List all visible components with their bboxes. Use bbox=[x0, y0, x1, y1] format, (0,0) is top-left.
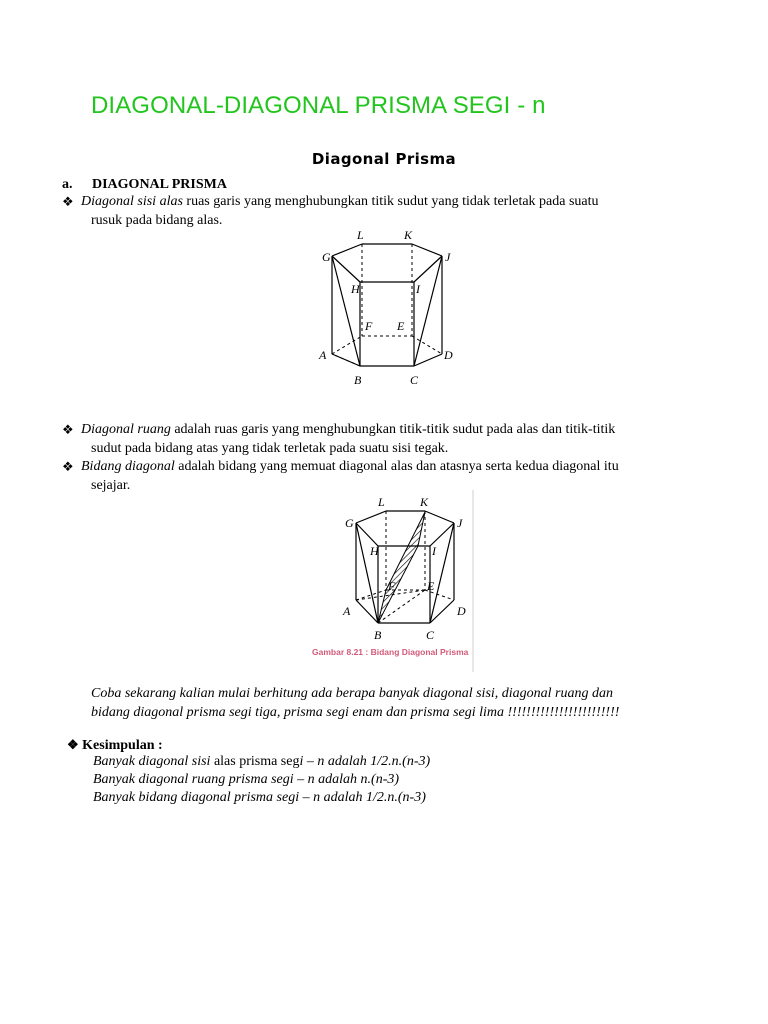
exercise-line2: bidang diagonal prisma segi tiga, prisma segi enam dan prisma segi lima !!!!!!!!!!!!!!!!!!!!!!!! bbox=[91, 705, 620, 720]
vertex-label-I: I bbox=[416, 282, 420, 296]
bullet-icon: ❖ bbox=[67, 737, 79, 752]
bullet-icon: ❖ bbox=[62, 422, 74, 437]
vertex-label-E: E bbox=[397, 319, 405, 333]
vertex-label-K: K bbox=[420, 495, 429, 509]
term-diagonal-ruang: Diagonal ruang bbox=[81, 422, 171, 437]
vertex-label-L: L bbox=[378, 495, 385, 509]
vertex-label-J: J bbox=[457, 516, 463, 530]
conclusion-line-1-part-a: Banyak diagonal sisi bbox=[93, 754, 214, 769]
page-title: DIAGONAL-DIAGONAL PRISMA SEGI - n bbox=[91, 92, 546, 119]
vertex-label-B: B bbox=[354, 373, 362, 387]
definition-text-line2: sudut pada bidang atas yang tidak terletak pada suatu sisi tegak. bbox=[91, 441, 449, 456]
section-a-number: a. bbox=[62, 177, 73, 192]
conclusion-line-1-part-d: i – n adalah 1/2.n.(n-3) bbox=[299, 754, 431, 769]
conclusion-line-1 bbox=[93, 754, 430, 770]
vertex-label-D: D bbox=[457, 604, 466, 618]
conclusion-heading-label: Kesimpulan : bbox=[82, 738, 163, 753]
term-diagonal-sisi-alas: Diagonal sisi alas bbox=[81, 194, 183, 209]
vertex-label-A: A bbox=[319, 348, 327, 362]
section-subtitle: Diagonal Prisma bbox=[311, 150, 457, 168]
definition-text-line1: adalah ruas garis yang menghubungkan titik-titik sudut pada alas dan titik-titik bbox=[170, 422, 616, 437]
section-a-heading bbox=[62, 177, 227, 193]
vertex-label-B: B bbox=[374, 628, 382, 642]
exercise-line1: Coba sekarang kalian mulai berhitung ada berapa banyak diagonal sisi, diagonal ruang dan bbox=[91, 686, 614, 701]
bullet-icon: ❖ bbox=[62, 194, 74, 209]
definition-diagonal-ruang bbox=[62, 420, 677, 458]
section-a-label: DIAGONAL PRISMA bbox=[92, 177, 227, 192]
exercise-prompt bbox=[91, 684, 691, 722]
definition-text-line2: sejajar. bbox=[91, 478, 131, 493]
vertex-label-A: A bbox=[343, 604, 351, 618]
definition-diagonal-sisi-alas bbox=[62, 192, 677, 230]
vertex-label-G: G bbox=[345, 516, 354, 530]
vertex-label-H: H bbox=[370, 544, 379, 558]
conclusion-line-2: Banyak diagonal ruang prisma segi – n adalah n.(n-3) bbox=[93, 772, 400, 787]
vertex-label-L: L bbox=[357, 228, 364, 242]
vertex-label-K: K bbox=[404, 228, 413, 242]
vertex-label-G: G bbox=[322, 250, 331, 264]
hexagonal-prism-figure-2 bbox=[308, 490, 478, 672]
vertex-label-F: F bbox=[388, 579, 396, 593]
conclusion-line-1-part-b: a bbox=[213, 754, 221, 769]
vertex-label-D: D bbox=[444, 348, 453, 362]
conclusion-line-3: Banyak bidang diagonal prisma segi – n adalah 1/2.n.(n-3) bbox=[93, 790, 426, 805]
diagonal-plane-hatch bbox=[378, 512, 425, 623]
vertex-label-I: I bbox=[432, 544, 436, 558]
hexagonal-prism-figure-1 bbox=[312, 226, 462, 390]
vertex-label-C: C bbox=[426, 628, 435, 642]
conclusion-line-1-part-c: las prisma seg bbox=[220, 754, 300, 769]
term-bidang-diagonal: Bidang diagonal bbox=[81, 459, 175, 474]
vertex-label-H: H bbox=[351, 282, 360, 296]
vertex-label-F: F bbox=[365, 319, 373, 333]
vertex-label-E: E bbox=[427, 579, 435, 593]
vertex-label-J: J bbox=[445, 250, 451, 264]
definition-text-line1: adalah bidang yang memuat diagonal alas dan atasnya serta kedua diagonal itu bbox=[174, 459, 619, 474]
conclusion-heading bbox=[67, 737, 163, 754]
definition-text-line2: rusuk pada bidang alas. bbox=[91, 213, 223, 228]
bullet-icon: ❖ bbox=[62, 459, 74, 474]
definition-text-line1: ruas garis yang menghubungkan titik sudut yang tidak terletak pada suatu bbox=[182, 194, 599, 209]
figure-caption: Gambar 8.21 : Bidang Diagonal Prisma bbox=[312, 647, 469, 657]
vertex-label-C: C bbox=[410, 373, 419, 387]
